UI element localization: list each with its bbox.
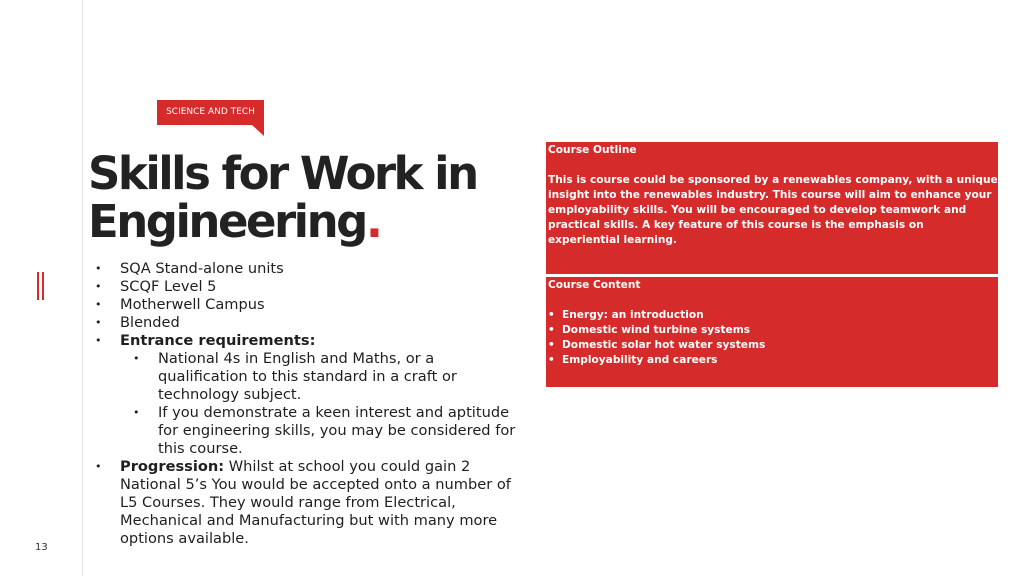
entrance-requirements-item [95,332,527,458]
left-divider [82,0,83,576]
detail-item: • SCQF Level 5 [95,278,527,296]
title-line-1: Skills for Work in [88,147,477,200]
entrance-requirement: • National 4s in English and Maths, or a qualification to this standard in a craft or technology subject. [133,350,527,404]
course-details-list [95,260,527,548]
course-content-panel [546,277,998,387]
course-content-heading: Course Content [548,279,641,291]
course-outline-text: This is course could be sponsored by a renewables company, with a unique insight into the renewables industry. This course will aim to enhance your employability skills. You will be encouraged to develop teamwork and practical skills. A key feature of this course is the emphasis on experiential learning. [548,174,998,246]
course-content-item: • Domestic wind turbine systems [548,323,998,338]
course-content-item: • Employability and careers [548,353,998,368]
detail-item: • Motherwell Campus [95,296,527,314]
quote-mark-icon [37,272,45,300]
title-accent-dot: . [365,195,381,248]
detail-item: • SQA Stand-alone units [95,260,527,278]
category-tag-tail [252,125,264,136]
page-number: 13 [35,542,48,553]
progression-label: Progression: [120,458,225,475]
course-outline-heading: Course Outline [548,144,637,156]
entrance-requirements-label: Entrance requirements: [120,332,316,349]
course-content-item: • Energy: an introduction [548,308,998,323]
course-content-item: • Domestic solar hot water systems [548,338,998,353]
progression-item [95,458,527,548]
page-title [88,147,528,248]
detail-item: • Blended [95,314,527,332]
title-line-2: Engineering [88,195,366,248]
category-tag: SCIENCE AND TECH [157,100,264,125]
progression-text: Whilst at school you could gain 2 National 5’s You would be accepted onto a number of L5 Courses. They would range from Electrical, Mechanical and Manufacturing but with many more options available. [120,458,511,547]
course-outline-panel [546,142,998,274]
entrance-requirement: • If you demonstrate a keen interest and aptitude for engineering skills, you may be considered for this course. [133,404,527,458]
